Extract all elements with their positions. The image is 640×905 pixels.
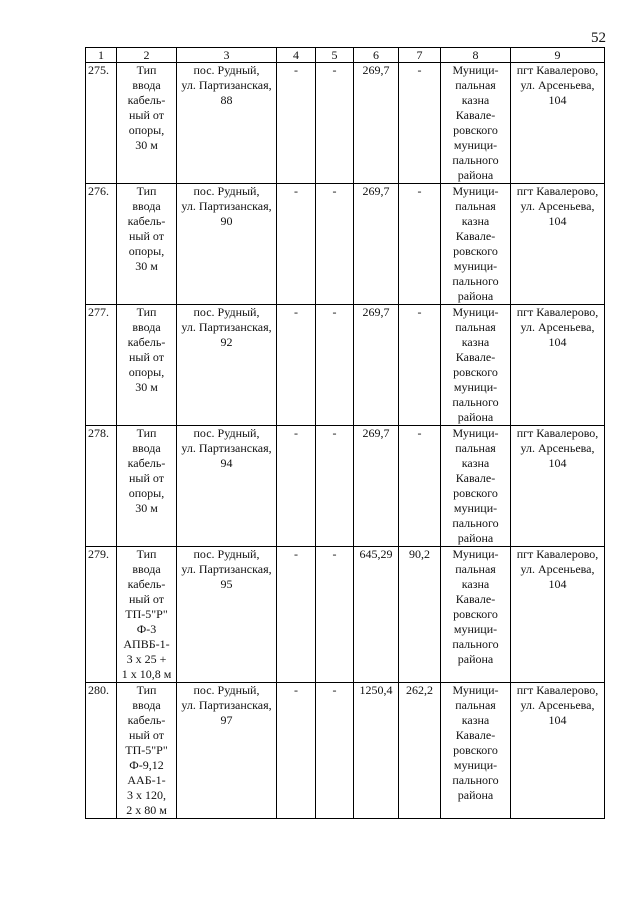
object-type: Тип ввода кабель- ный от опоры, 30 м (117, 184, 177, 305)
owner-location: пгт Кавалерово, ул. Арсеньева, 104 (511, 426, 605, 547)
row-number: 279. (86, 547, 117, 683)
col6-value: 1250,4 (354, 683, 399, 819)
table-row (86, 63, 605, 184)
object-address: пос. Рудный, ул. Партизанская, 90 (177, 184, 277, 305)
row-number: 280. (86, 683, 117, 819)
owner: Муници- пальная казна Кавале- ровского муници- пального района (441, 184, 511, 305)
col5-value: - (316, 426, 354, 547)
column-header: 8 (441, 48, 511, 63)
col5-value: - (316, 63, 354, 184)
col6-value: 645,29 (354, 547, 399, 683)
table-row (86, 426, 605, 547)
owner: Муници- пальная казна Кавале- ровского муници- пального района (441, 426, 511, 547)
owner: Муници- пальная казна Кавале- ровского муници- пального района (441, 305, 511, 426)
column-header: 6 (354, 48, 399, 63)
col7-value: 90,2 (399, 547, 441, 683)
object-address: пос. Рудный, ул. Партизанская, 92 (177, 305, 277, 426)
owner: Муници- пальная казна Кавале- ровского муници- пального района (441, 547, 511, 683)
col4-value: - (277, 63, 316, 184)
owner-location: пгт Кавалерово, ул. Арсеньева, 104 (511, 683, 605, 819)
object-type: Тип ввода кабель- ный от опоры, 30 м (117, 305, 177, 426)
owner-location: пгт Кавалерово, ул. Арсеньева, 104 (511, 305, 605, 426)
col4-value: - (277, 683, 316, 819)
object-address: пос. Рудный, ул. Партизанская, 97 (177, 683, 277, 819)
object-type: Тип ввода кабель- ный от опоры, 30 м (117, 63, 177, 184)
owner-location: пгт Кавалерово, ул. Арсеньева, 104 (511, 63, 605, 184)
col6-value: 269,7 (354, 305, 399, 426)
col4-value: - (277, 184, 316, 305)
row-number: 275. (86, 63, 117, 184)
column-header: 1 (86, 48, 117, 63)
owner-location: пгт Кавалерово, ул. Арсеньева, 104 (511, 184, 605, 305)
column-header-row (86, 48, 605, 63)
column-header: 9 (511, 48, 605, 63)
col7-value: - (399, 426, 441, 547)
column-header: 5 (316, 48, 354, 63)
table-row (86, 683, 605, 819)
table-row (86, 184, 605, 305)
col7-value: - (399, 305, 441, 426)
row-number: 276. (86, 184, 117, 305)
page-number: 52 (591, 30, 606, 46)
row-number: 278. (86, 426, 117, 547)
table-row (86, 547, 605, 683)
object-type: Тип ввода кабель- ный от опоры, 30 м (117, 426, 177, 547)
column-header: 7 (399, 48, 441, 63)
col4-value: - (277, 305, 316, 426)
object-address: пос. Рудный, ул. Партизанская, 88 (177, 63, 277, 184)
object-type: Тип ввода кабель- ный от ТП-5"Р" Ф-9,12 ААБ-1- 3 х 120, 2 х 80 м (117, 683, 177, 819)
table-row (86, 305, 605, 426)
column-header: 4 (277, 48, 316, 63)
col4-value: - (277, 547, 316, 683)
column-header: 3 (177, 48, 277, 63)
col5-value: - (316, 305, 354, 426)
col7-value: - (399, 63, 441, 184)
col4-value: - (277, 426, 316, 547)
col6-value: 269,7 (354, 63, 399, 184)
col5-value: - (316, 547, 354, 683)
object-type: Тип ввода кабель- ный от ТП-5"Р" Ф-3 АПВБ-1- 3 х 25 + 1 х 10,8 м (117, 547, 177, 683)
col7-value: 262,2 (399, 683, 441, 819)
col6-value: 269,7 (354, 184, 399, 305)
column-header: 2 (117, 48, 177, 63)
col5-value: - (316, 184, 354, 305)
object-address: пос. Рудный, ул. Партизанская, 95 (177, 547, 277, 683)
col5-value: - (316, 683, 354, 819)
col6-value: 269,7 (354, 426, 399, 547)
owner: Муници- пальная казна Кавале- ровского муници- пального района (441, 683, 511, 819)
owner-location: пгт Кавалерово, ул. Арсеньева, 104 (511, 547, 605, 683)
row-number: 277. (86, 305, 117, 426)
owner: Муници- пальная казна Кавале- ровского муници- пального района (441, 63, 511, 184)
registry-table (85, 47, 605, 819)
object-address: пос. Рудный, ул. Партизанская, 94 (177, 426, 277, 547)
col7-value: - (399, 184, 441, 305)
